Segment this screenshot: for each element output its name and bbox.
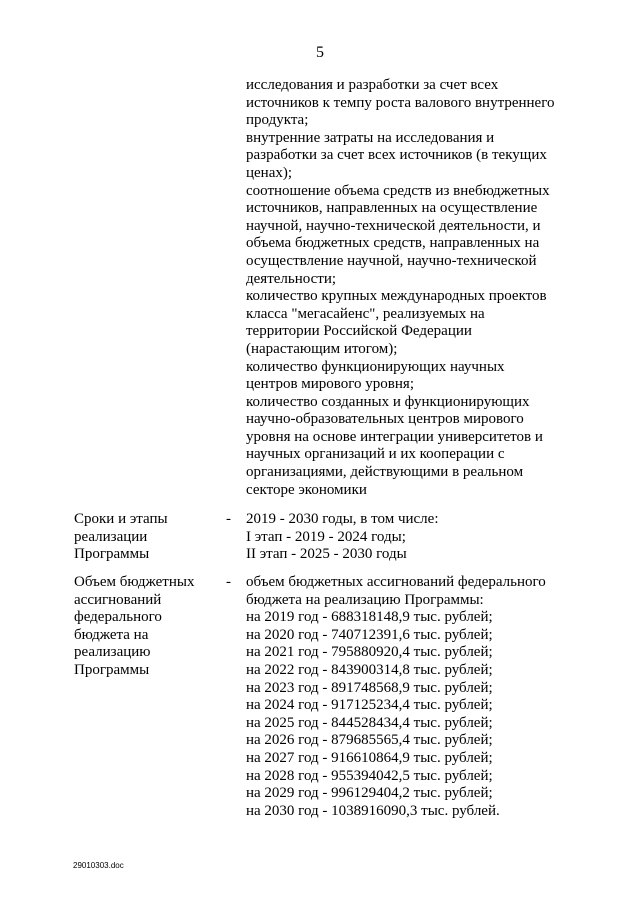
- text-line: центров мирового уровня;: [246, 376, 414, 393]
- text-line: Объем бюджетных: [74, 574, 195, 590]
- text-line: на 2020 год - 740712391,6 тыс. рублей;: [246, 626, 493, 643]
- text-line: продукта;: [246, 112, 309, 129]
- text-line: класса "мегасайенс", реализуемых на: [246, 305, 485, 322]
- text-line: внутренние затраты на исследования и: [246, 129, 495, 146]
- text-line: разработки за счет всех источников (в текущих: [246, 147, 547, 164]
- text-line: на 2019 год - 688318148,9 тыс. рублей;: [246, 609, 493, 626]
- text-line: 2019 - 2030 годы, в том числе:: [246, 511, 439, 527]
- page-number: 5: [316, 44, 324, 61]
- text-line: осуществление научной, научно-технической: [246, 252, 537, 269]
- text-line: реализации: [74, 528, 148, 545]
- section-terms-content: [246, 511, 586, 564]
- text-line: Программы: [74, 661, 150, 678]
- text-line: (нарастающим итогом);: [246, 340, 398, 357]
- text-line: ценах);: [246, 164, 293, 181]
- text-line: федерального: [74, 609, 162, 626]
- text-line: на 2026 год - 879685565,4 тыс. рублей;: [246, 732, 493, 749]
- text-line: бюджета на реализацию Программы:: [246, 591, 484, 608]
- text-line: соотношение объема средств из внебюджетных: [246, 182, 550, 199]
- section-terms-dash: -: [226, 511, 231, 527]
- text-line: объем бюджетных ассигнований федерального: [246, 574, 546, 590]
- section-budget-label: [74, 574, 214, 680]
- text-line: научных организаций и их кооперации с: [246, 446, 505, 463]
- text-line: количество крупных международных проектов: [246, 288, 547, 305]
- text-line: на 2025 год - 844528434,4 тыс. рублей;: [246, 714, 493, 731]
- text-line: на 2021 год - 795880920,4 тыс. рублей;: [246, 644, 493, 661]
- text-line: научной, научно-технической деятельности, и: [246, 217, 541, 234]
- text-line: деятельности;: [246, 270, 337, 287]
- indicators-continued: [246, 77, 586, 499]
- section-budget-dash: -: [226, 574, 231, 590]
- text-line: источников, направленных на осуществление: [246, 200, 538, 217]
- text-line: на 2023 год - 891748568,9 тыс. рублей;: [246, 679, 493, 696]
- text-line: бюджета на: [74, 626, 149, 643]
- text-line: на 2028 год - 955394042,5 тыс. рублей;: [246, 767, 493, 784]
- text-line: уровня на основе интеграции университетов и: [246, 428, 543, 445]
- text-line: на 2030 год - 1038916090,3 тыс. рублей.: [246, 802, 500, 819]
- text-line: источников к темпу роста валового внутреннего: [246, 94, 555, 111]
- text-line: ассигнований: [74, 591, 162, 608]
- text-line: научно-образовательных центров мирового: [246, 411, 524, 428]
- text-line: исследования и разработки за счет всех: [246, 77, 499, 93]
- text-line: секторе экономики: [246, 481, 367, 498]
- text-line: организациями, действующими в реальном: [246, 464, 524, 481]
- text-line: количество созданных и функционирующих: [246, 393, 530, 410]
- section-budget-content: [246, 574, 586, 820]
- section-terms-label: [74, 511, 214, 564]
- text-line: I этап - 2019 - 2024 годы;: [246, 528, 406, 545]
- text-line: количество функционирующих научных: [246, 358, 505, 375]
- text-line: Сроки и этапы: [74, 511, 168, 527]
- text-line: на 2027 год - 916610864,9 тыс. рублей;: [246, 749, 493, 766]
- text-line: объема бюджетных средств, направленных на: [246, 235, 540, 252]
- text-line: на 2024 год - 917125234,4 тыс. рублей;: [246, 697, 493, 714]
- text-line: на 2029 год - 996129404,2 тыс. рублей;: [246, 785, 493, 802]
- text-line: на 2022 год - 843900314,8 тыс. рублей;: [246, 661, 493, 678]
- text-line: II этап - 2025 - 2030 годы: [246, 546, 407, 563]
- text-line: территории Российской Федерации: [246, 323, 472, 340]
- text-line: Программы: [74, 546, 150, 563]
- text-line: реализацию: [74, 644, 151, 661]
- footer-filename: 29010303.doc: [73, 861, 124, 870]
